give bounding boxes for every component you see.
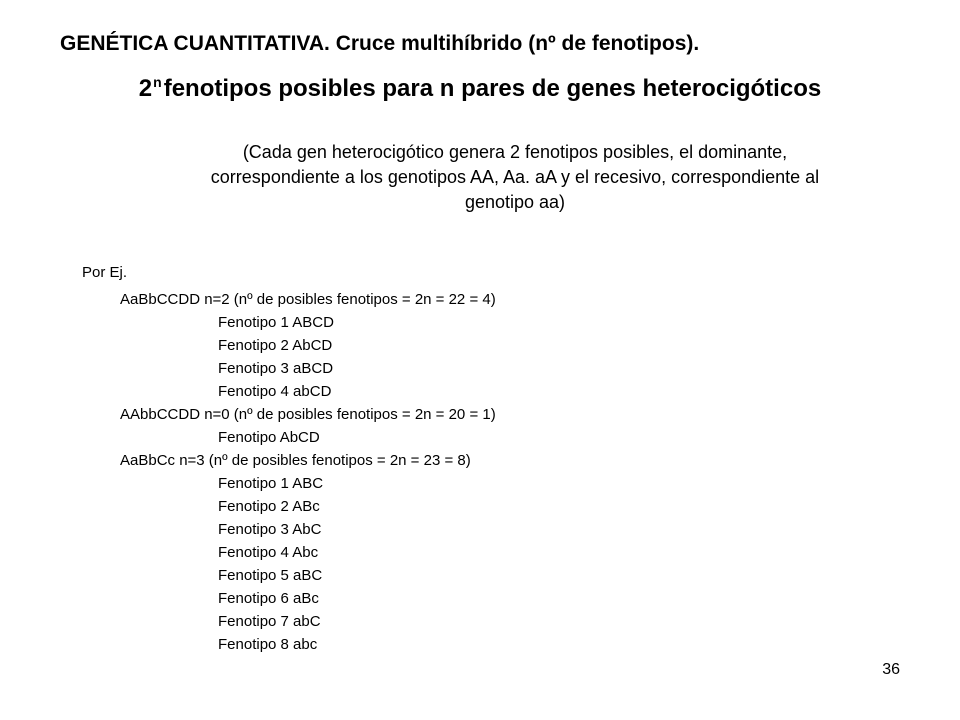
phenotype-line: Fenotipo 7 abC	[218, 613, 321, 630]
example-list	[0, 288, 496, 656]
phenotype-line: Fenotipo 4 Abc	[218, 544, 319, 561]
phenotype-line: Fenotipo 1 ABCD	[218, 314, 334, 331]
phenotype-line: Fenotipo 2 ABc	[218, 498, 320, 515]
note-line-1: (Cada gen heterocigótico genera 2 fenotipos posibles, el dominante,	[242, 142, 788, 162]
phenotype-line: Fenotipo 3 AbC	[218, 521, 322, 538]
subtitle-text: fenotipos posibles para n pares de genes heterocigóticos	[163, 75, 822, 102]
subtitle-base: 2	[138, 75, 153, 102]
page-title: GENÉTICA CUANTITATIVA. Cruce multihíbrido (nº de fenotipos).	[60, 32, 700, 55]
phenotype-line: Fenotipo 4 abCD	[218, 383, 332, 400]
genotype-line: AAbbCCDD n=0 (nº de posibles fenotipos = 2n = 20 = 1)	[120, 406, 496, 423]
explanatory-note	[140, 140, 890, 215]
phenotype-line: Fenotipo 5 aBC	[218, 567, 323, 584]
phenotype-line: Fenotipo 6 aBc	[218, 590, 319, 607]
note-line-2: correspondiente a los genotipos AA, Aa. aA y el recesivo, correspondiente al	[210, 167, 820, 187]
phenotype-line: Fenotipo 2 AbCD	[218, 337, 333, 354]
genotype-line: AaBbCCDD n=2 (nº de posibles fenotipos = 2n = 22 = 4)	[120, 291, 496, 308]
phenotype-line: Fenotipo AbCD	[218, 429, 320, 446]
phenotype-line: Fenotipo 3 aBCD	[218, 360, 334, 377]
subtitle-exponent: n	[153, 74, 162, 90]
phenotype-line: Fenotipo 1 ABC	[218, 475, 324, 492]
example-label: Por Ej.	[82, 264, 128, 281]
genotype-line: AaBbCc n=3 (nº de posibles fenotipos = 2n = 23 = 8)	[120, 452, 471, 469]
page-number: 36	[882, 661, 900, 678]
note-line-3: genotipo aa)	[464, 192, 566, 212]
phenotype-line: Fenotipo 8 abc	[218, 636, 318, 653]
subtitle	[0, 74, 960, 103]
